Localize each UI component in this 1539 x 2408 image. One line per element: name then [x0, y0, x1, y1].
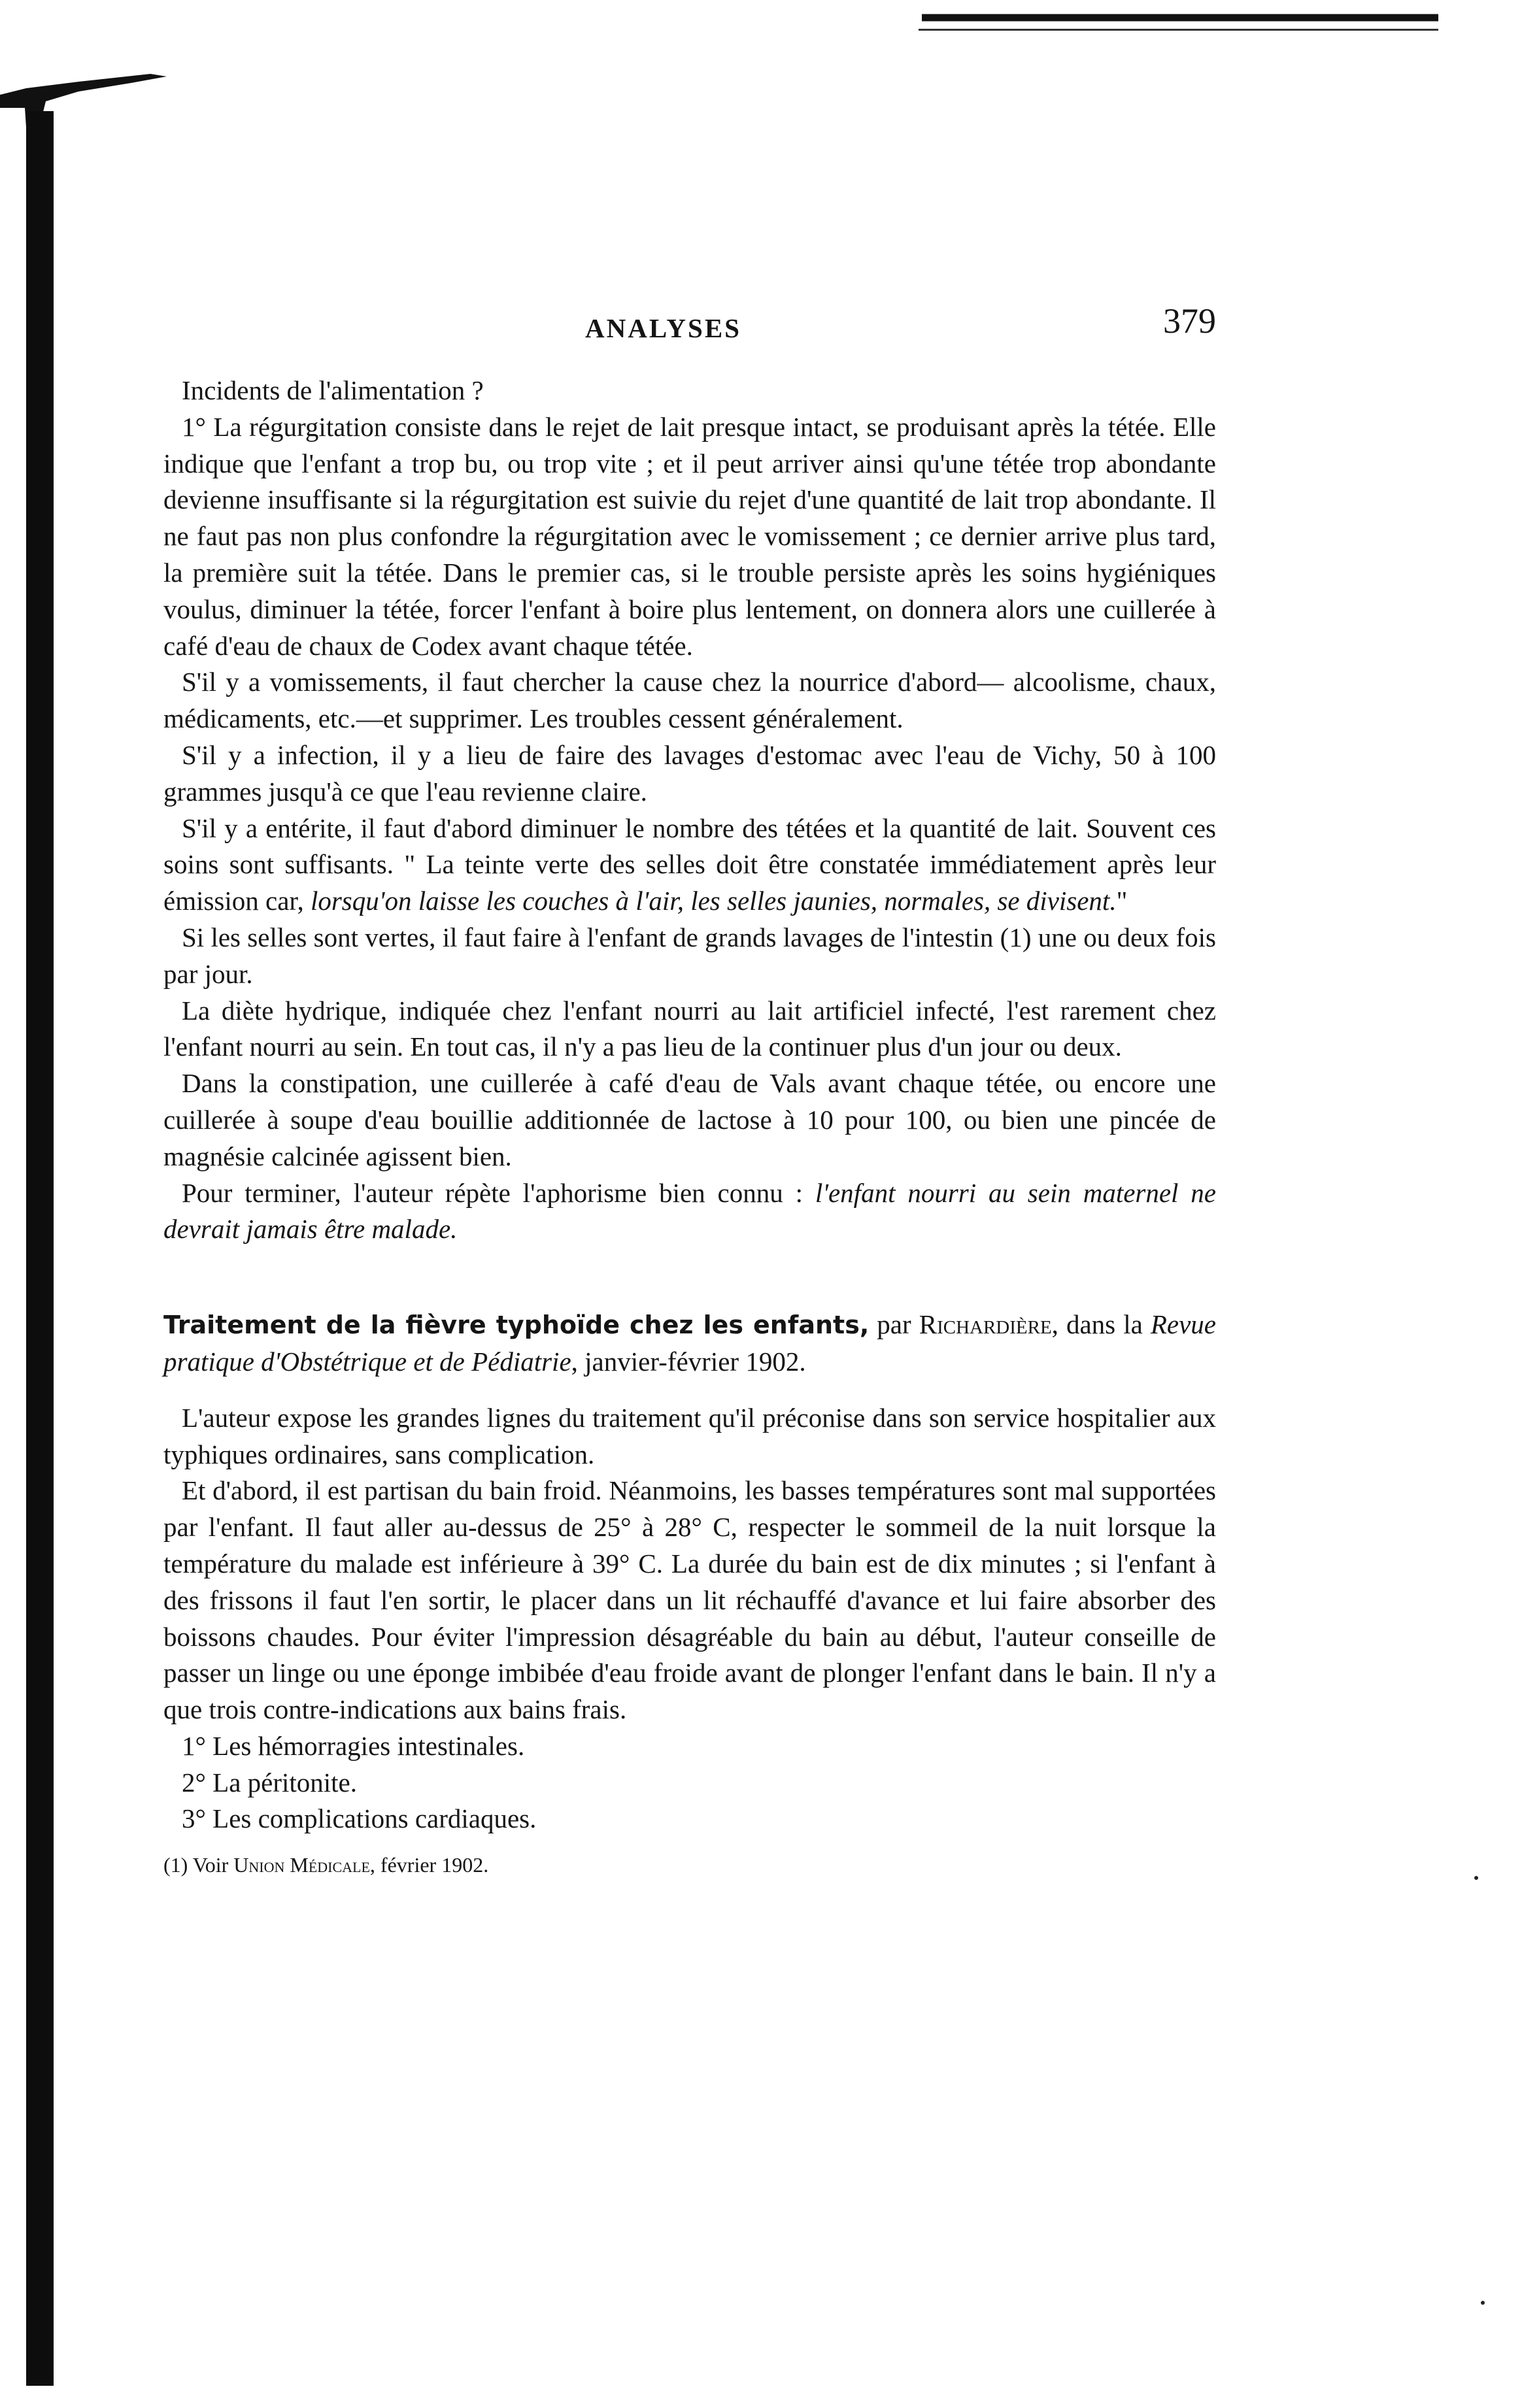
italic-aphorism: l'enfant nourri au sein maternel ne devrait jamais être malade.: [163, 1177, 1216, 1245]
closing-quote: ": [1116, 886, 1128, 916]
running-title: ANALYSES: [585, 313, 741, 343]
footnote: [163, 1849, 1216, 1881]
list-item: 2° La péritonite.: [182, 1767, 358, 1798]
author-name: Richardière: [919, 1309, 1052, 1340]
footnote-mark: (1) Voir: [163, 1853, 234, 1877]
paragraph: S'il y a vomissements, il faut chercher la cause chez la nourrice d'abord— alcoolisme, chaux, médicaments, etc.—et supprimer. Les troubles cessent généralement.: [163, 667, 1216, 734]
paragraph: Si les selles sont vertes, il faut faire à l'enfant de grands lavages de l'intestin (1) une ou deux fois par jour.: [163, 922, 1216, 989]
paragraph-text: Pour terminer, l'auteur répète l'aphorisme bien connu :: [182, 1177, 815, 1208]
binding-edge: [26, 111, 54, 2386]
margin-speck: [1474, 1876, 1478, 1880]
paragraph-text: S'il y a entérite, il faut d'abord diminuer le nombre des tétées et la quantité de lait. Souvent ces soins sont suffisants. " La teinte verte des selles doit être constatée immédiatement après leur émission car,: [163, 812, 1216, 916]
section-heading: [163, 1307, 1216, 1380]
journal-name: Revue pratique d'Obstétrique et de Pédiatrie: [163, 1309, 1216, 1377]
list-item: 3° Les complications cardiaques.: [182, 1803, 537, 1834]
binding-edge-flare: [0, 69, 170, 127]
page-number: 379: [1163, 301, 1216, 341]
paragraph: 1° La régurgitation consiste dans le rejet de lait presque intact, se produisant après la tétée. Elle indique que l'enfant a trop bu, ou trop vite ; et il peut arriver ainsi qu'une tétée trop abondante devienne insuffisante si la régurgitation est suivie du rejet d'une quantité de lait trop abondante. Il ne faut pas non plus confondre la régurgitation avec le vomissement ; ce dernier arrive plus tard, la première suit la tétée. Dans le premier cas, si le trouble persiste après les soins hygiéniques voulus, diminuer la tétée, forcer l'enfant à boire plus lentement, on donnera alors une cuillerée à café d'eau de chaux de Codex avant chaque tétée.: [163, 411, 1216, 661]
list-item: 1° Les hémorragies intestinales.: [182, 1730, 525, 1761]
italic-quote: lorsqu'on laisse les couches à l'air, les selles jaunies, normales, se divisent.: [310, 886, 1117, 916]
page-header: [163, 301, 1216, 346]
margin-speck: [1481, 2301, 1485, 2305]
top-rule-thick: [922, 12, 1438, 24]
heading-text: par: [869, 1309, 919, 1340]
paragraph: La diète hydrique, indiquée chez l'enfant nourri au lait artificiel infecté, l'est rarement chez l'enfant nourri au sein. En tout cas, il n'y a pas lieu de la continuer plus d'un jour ou deux.: [163, 995, 1216, 1062]
paragraph: [163, 1175, 1216, 1248]
paragraph: S'il y a infection, il y a lieu de faire des lavages d'estomac avec l'eau de Vichy, 50 à 100 grammes jusqu'à ce que l'eau revienne claire.: [163, 739, 1216, 807]
paragraph: Et d'abord, il est partisan du bain froid. Néanmoins, les basses températures sont mal supportées par l'enfant. Il faut aller au-dessus de 25° à 28° C, respecter le sommeil de la nuit lorsque la température du malade est inférieure à 39° C. La durée du bain est de dix minutes ; si l'enfant à des frissons il faut l'en sortir, le placer dans un lit réchauffé d'avance et lui faire absorber des boissons chaudes. Pour éviter l'impression désagréable du bain au début, l'auteur conseille de passer un linge ou une éponge imbibée d'eau froide avant de plonger l'enfant dans le bain. Il n'y a que trois contre-indications aux bains frais.: [163, 1475, 1216, 1725]
footnote-source: Union Médicale: [233, 1853, 370, 1877]
paragraph: Dans la constipation, une cuillerée à café d'eau de Vals avant chaque tétée, ou encore une cuillerée à soupe d'eau bouillie additionnée de lactose à 10 pour 100, ou bien une pincée de magnésie calcinée agissent bien.: [163, 1068, 1216, 1171]
section-title: Traitement de la fièvre typhoïde chez les enfants,: [163, 1311, 870, 1340]
top-rule-thin: [919, 29, 1438, 31]
paragraph: L'auteur expose les grandes lignes du traitement qu'il préconise dans son service hospitalier aux typhiques ordinaires, sans complication.: [163, 1402, 1216, 1469]
heading-date: , janvier-février 1902.: [571, 1346, 806, 1377]
article-body: [163, 373, 1216, 1881]
paragraph: [163, 811, 1216, 920]
paragraph: Incidents de l'alimentation ?: [182, 375, 484, 405]
heading-text: , dans la: [1051, 1309, 1151, 1340]
footnote-date: , février 1902.: [369, 1853, 489, 1877]
